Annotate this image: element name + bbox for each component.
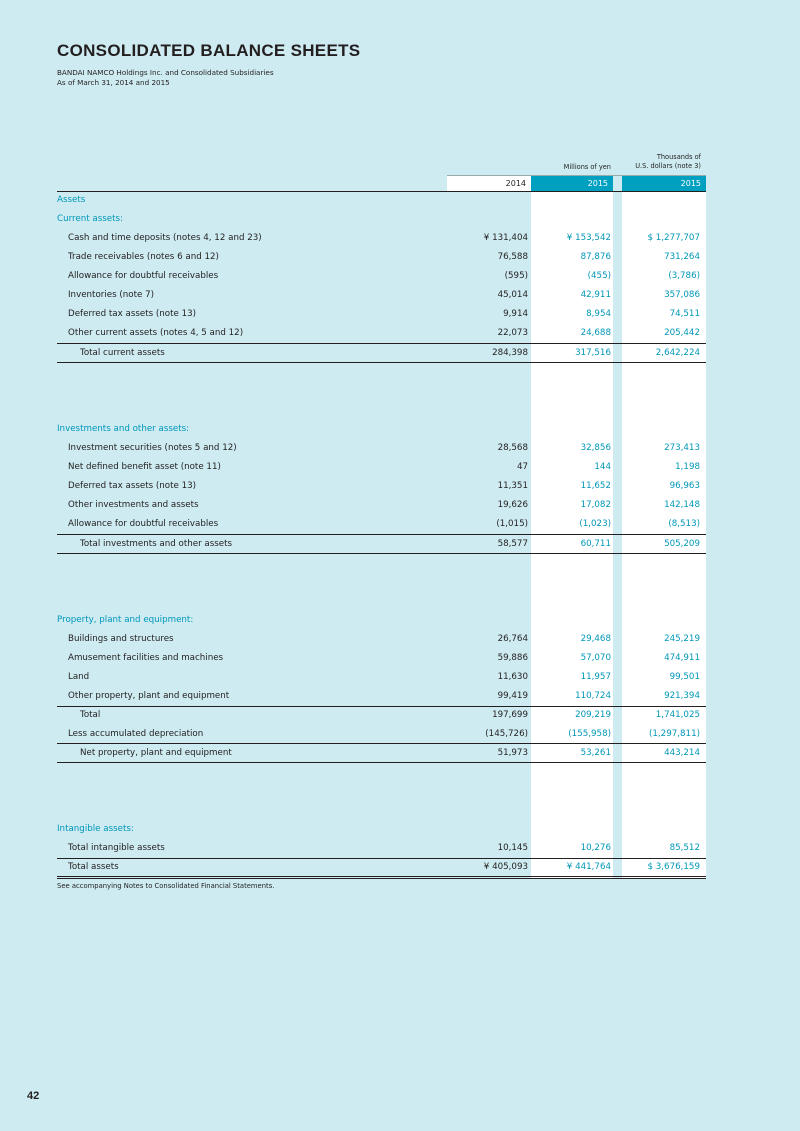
row-rule [57, 762, 706, 763]
page-title: CONSOLIDATED BALANCE SHEETS [57, 41, 361, 60]
table-row: Buildings and structures 26,764 29,468 245,219 [68, 634, 700, 644]
millions-of-yen-label: Millions of yen [563, 163, 611, 171]
year-2014-header: 2014 [447, 176, 531, 191]
table-row: Cash and time deposits (notes 4, 12 and 23) ¥ 131,404 ¥ 153,542 $ 1,277,707 [68, 233, 700, 243]
table-row: Inventories (note 7) 45,014 42,911 357,086 [68, 290, 700, 300]
section-current-assets: Current assets: [57, 214, 123, 224]
company-subtitle: BANDAI NAMCO Holdings Inc. and Consolidated Subsidiaries [57, 68, 274, 77]
section-assets: Assets [57, 195, 86, 205]
date-subtitle: As of March 31, 2014 and 2015 [57, 78, 170, 87]
footnote: See accompanying Notes to Consolidated Financial Statements. [57, 882, 275, 890]
row-rule-double [57, 878, 706, 879]
table-row: Deferred tax assets (note 13) 11,351 11,652 96,963 [68, 481, 700, 491]
table-row: Deferred tax assets (note 13) 9,914 8,954 74,511 [68, 309, 700, 319]
section-investments: Investments and other assets: [57, 424, 190, 434]
year-2015-usd-header: 2015 [622, 176, 706, 191]
year-2015-yen-header: 2015 [531, 176, 613, 191]
table-row: Investment securities (notes 5 and 12) 28,568 32,856 273,413 [68, 443, 700, 453]
table-row: Amusement facilities and machines 59,886 57,070 474,911 [68, 653, 700, 663]
table-row: Total intangible assets 10,145 10,276 85,512 [68, 843, 700, 853]
table-row: Other investments and assets 19,626 17,082 142,148 [68, 500, 700, 510]
section-ppe: Property, plant and equipment: [57, 615, 194, 625]
table-row: Net defined benefit asset (note 11) 47 144 1,198 [68, 462, 700, 472]
table-row: Other current assets (notes 4, 5 and 12) 22,073 24,688 205,442 [68, 328, 700, 338]
table-row: Land 11,630 11,957 99,501 [68, 672, 700, 682]
total-row: Total 197,699 209,219 1,741,025 [80, 710, 700, 720]
thousands-label: Thousands of [656, 153, 701, 161]
table-row: Trade receivables (notes 6 and 12) 76,588 87,876 731,264 [68, 252, 700, 262]
page-number: 42 [27, 1090, 40, 1102]
total-row: Total investments and other assets 58,577 60,711 505,209 [80, 539, 700, 549]
usd-note-label: U.S. dollars (note 3) [635, 162, 701, 170]
table-row: Allowance for doubtful receivables (595) (455) (3,786) [68, 271, 700, 281]
table-row: Less accumulated depreciation (145,726) (155,958) (1,297,811) [68, 729, 700, 739]
grand-total-row: Total assets ¥ 405,093 ¥ 441,764 $ 3,676,159 [68, 862, 700, 872]
row-rule [57, 362, 706, 363]
total-row: Net property, plant and equipment 51,973 53,261 443,214 [80, 748, 700, 758]
row-rule [57, 553, 706, 554]
section-intangible: Intangible assets: [57, 824, 134, 834]
table-row: Other property, plant and equipment 99,419 110,724 921,394 [68, 691, 700, 701]
table-row: Allowance for doubtful receivables (1,015) (1,023) (8,513) [68, 519, 700, 529]
row-rule [57, 876, 706, 877]
total-row: Total current assets 284,398 317,516 2,642,224 [80, 348, 700, 358]
